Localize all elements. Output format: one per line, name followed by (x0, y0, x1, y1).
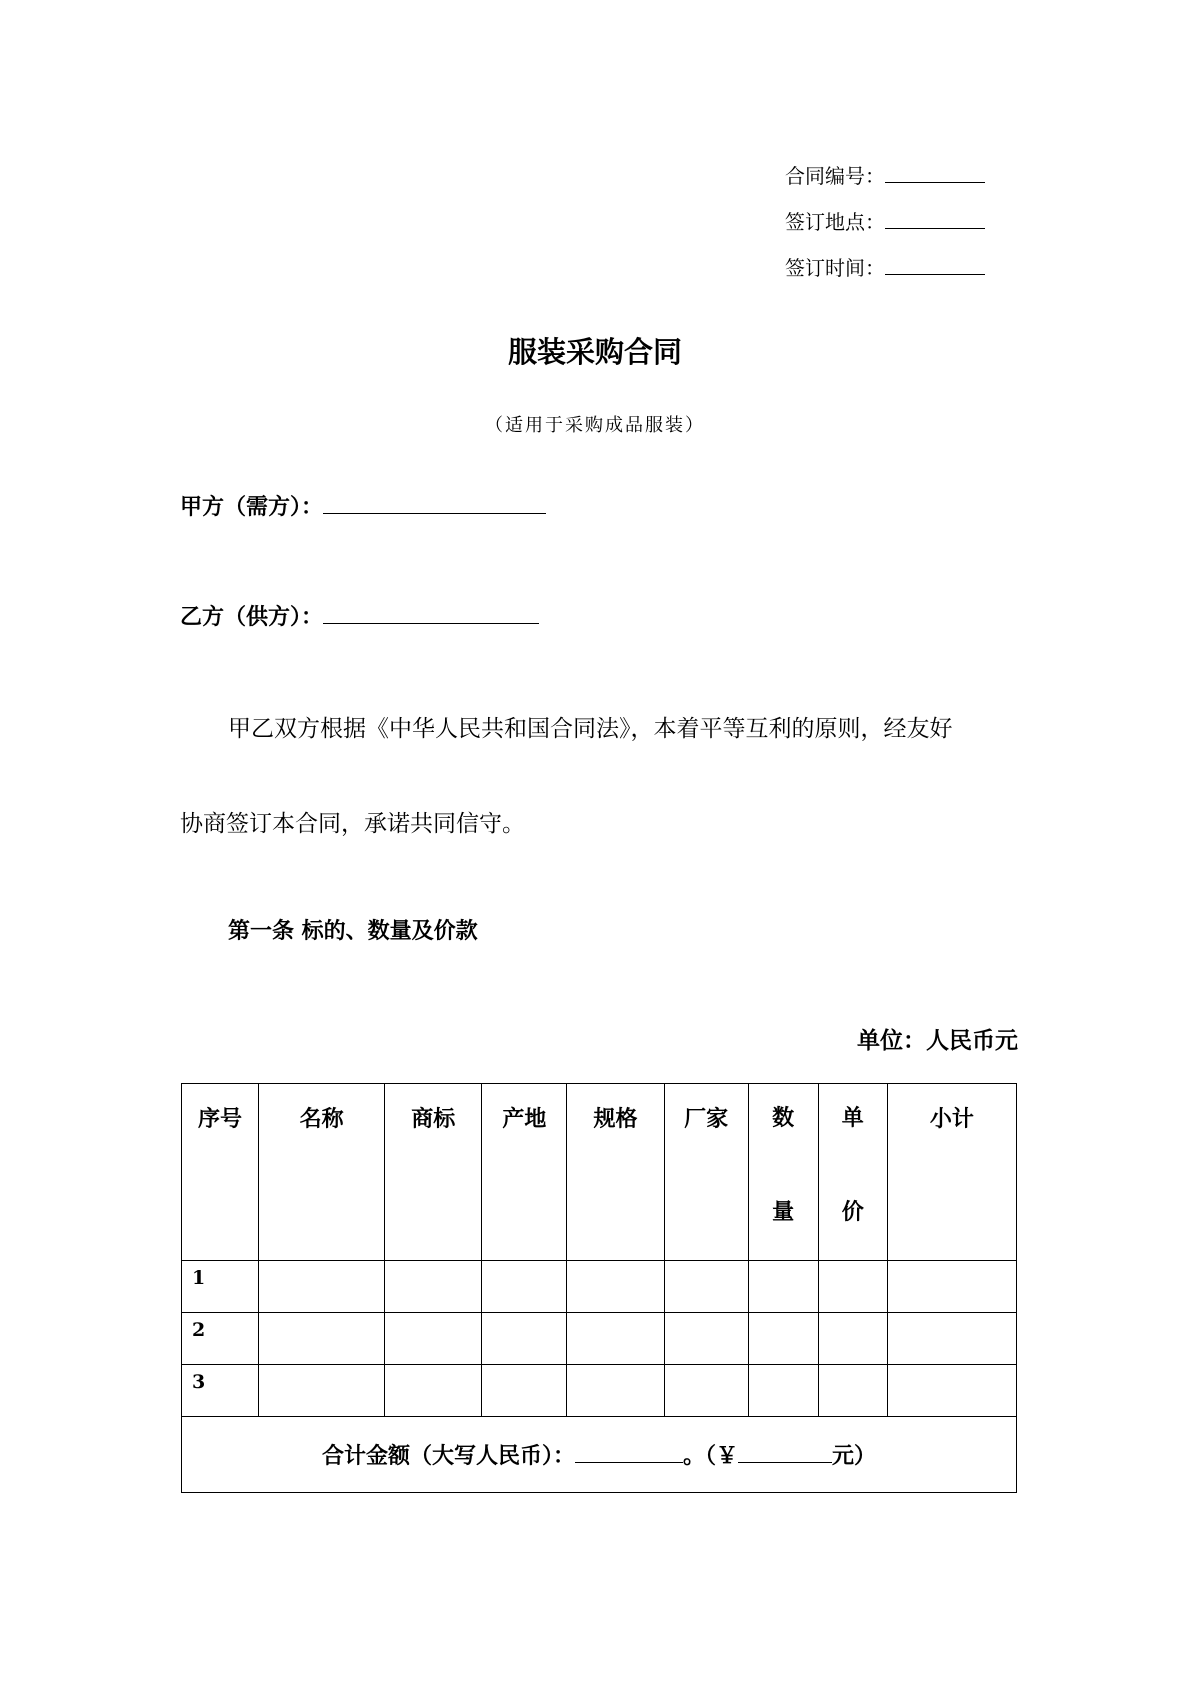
cell-quantity[interactable] (748, 1313, 818, 1365)
goods-table (181, 1083, 1017, 1493)
cell-unit-price[interactable] (818, 1365, 887, 1417)
table-row (182, 1365, 1017, 1417)
total-prefix: 合计金额（大写人民币）： (321, 1444, 575, 1469)
cell-subtotal[interactable] (887, 1261, 1016, 1313)
table-row (182, 1261, 1017, 1313)
cell-quantity[interactable] (748, 1365, 818, 1417)
total-suffix: 元） (832, 1444, 877, 1469)
cell-maker[interactable] (664, 1365, 748, 1417)
currency-unit-label: 单位：人民币元 (857, 1028, 1018, 1054)
total-row (182, 1417, 1017, 1493)
cell-unit-price[interactable] (818, 1313, 887, 1365)
cell-brand[interactable] (385, 1261, 482, 1313)
cell-name[interactable] (259, 1365, 385, 1417)
cell-maker[interactable] (664, 1313, 748, 1365)
row-number: 2 (182, 1313, 259, 1365)
cell-spec[interactable] (567, 1261, 664, 1313)
cell-name[interactable] (259, 1313, 385, 1365)
cell-unit-price[interactable] (818, 1261, 887, 1313)
cell-brand[interactable] (385, 1365, 482, 1417)
table-row (182, 1313, 1017, 1365)
header-maker: 厂家 (664, 1084, 748, 1261)
cell-spec[interactable] (567, 1365, 664, 1417)
header-origin: 产地 (482, 1084, 567, 1261)
total-figure-blank[interactable] (738, 1442, 832, 1463)
cell-maker[interactable] (664, 1261, 748, 1313)
header-name: 名称 (259, 1084, 385, 1261)
header-unit-price: 单 价 (818, 1084, 887, 1261)
cell-subtotal[interactable] (887, 1365, 1016, 1417)
sign-place-label: 签订地点： (785, 210, 885, 234)
document-subtitle: （适用于采购成品服装） (485, 415, 705, 436)
cell-origin[interactable] (482, 1365, 567, 1417)
table-header-row (182, 1084, 1017, 1261)
header-quantity: 数 量 (748, 1084, 818, 1261)
article-1-heading: 第一条 标的、数量及价款 (228, 919, 478, 944)
sign-time-line (785, 252, 985, 281)
contract-number-blank[interactable] (885, 164, 985, 183)
party-b-blank[interactable] (323, 605, 539, 624)
total-mid: 。（￥ (682, 1444, 738, 1469)
cell-subtotal[interactable] (887, 1313, 1016, 1365)
party-a-blank[interactable] (323, 495, 546, 514)
sign-place-blank[interactable] (885, 210, 985, 229)
party-a-label: 甲方（需方）： (180, 495, 324, 520)
cell-quantity[interactable] (748, 1261, 818, 1313)
header-spec: 规格 (567, 1084, 664, 1261)
sign-place-line (785, 206, 985, 235)
party-a-line (180, 490, 546, 521)
total-words-blank[interactable] (575, 1442, 683, 1463)
header-subtotal: 小计 (887, 1084, 1016, 1261)
party-b-line (180, 600, 539, 631)
contract-number-line (785, 160, 985, 189)
sign-time-blank[interactable] (885, 256, 985, 275)
cell-name[interactable] (259, 1261, 385, 1313)
cell-spec[interactable] (567, 1313, 664, 1365)
header-brand: 商标 (385, 1084, 482, 1261)
header-seq: 序号 (182, 1084, 259, 1261)
intro-paragraph-line2: 协商签订本合同，承诺共同信守。 (180, 811, 525, 837)
document-title: 服装采购合同 (507, 335, 682, 369)
party-b-label: 乙方（供方）： (180, 605, 324, 630)
row-number: 1 (182, 1261, 259, 1313)
cell-brand[interactable] (385, 1313, 482, 1365)
intro-paragraph-line1: 甲乙双方根据《中华人民共和国合同法》，本着平等互利的原则，经友好 (228, 716, 953, 742)
row-number: 3 (182, 1365, 259, 1417)
sign-time-label: 签订时间： (785, 256, 885, 280)
cell-origin[interactable] (482, 1261, 567, 1313)
total-amount-cell (182, 1417, 1017, 1493)
cell-origin[interactable] (482, 1313, 567, 1365)
contract-number-label: 合同编号： (785, 164, 885, 188)
